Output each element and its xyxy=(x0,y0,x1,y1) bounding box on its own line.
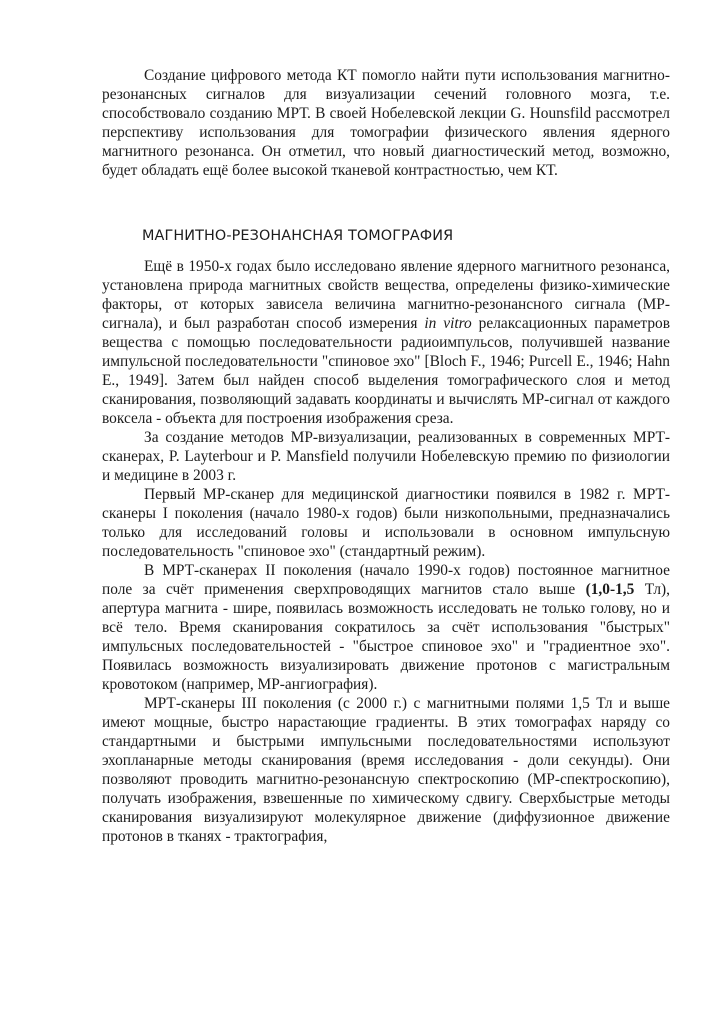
section-heading: МАГНИТНО-РЕЗОНАНСНАЯ ТОМОГРАФИЯ xyxy=(142,228,454,244)
paragraph-history xyxy=(102,257,670,428)
paragraph-history-text-end: релаксационных параметров вещества с помощью последовательности радиоимпульсов, получившей название импульсной последовательности "спиновое эхо" [Bloch F., 1946; Purcell E., 1946; Hahn E., 1949]. Затем был найден способ выделения томографического слоя и метод сканирования, позволяющий задавать координаты и вычислять МР-сигнал от каждого воксела - объекта для построения изображения среза. xyxy=(102,315,670,427)
paragraph-first-generation: Первый МР-сканер для медицинской диагностики появился в 1982 г. МРТ-сканеры I поколения (начало 1980-х годов) были низкопольными, предназначались только для исследований головы и использовали в основном импульсную последовательность "спиновое эхо" (стандартный режим). xyxy=(102,486,670,560)
paragraph-second-generation xyxy=(102,561,670,694)
paragraph-second-generation-text-start: В МРТ-сканерах II поколения (начало 1990-х годов) постоянное магнитное поле за счёт применения сверхпроводящих магнитов стало выше xyxy=(102,562,670,598)
intro-paragraph: Создание цифрового метода КТ помогло найти пути использования магнитно-резонансных сигналов для визуализации сечений головного мозга, т.е. способствовало созданию МРТ. В своей Нобелевской лекции G. Hounsfild рассмотрел перспективу использования для томографии физического явления ядерного магнитного резонанса. Он отметил, что новый диагностический метод, возможно, будет обладать ещё более высокой тканевой контрастностью, чем КТ. xyxy=(102,67,670,179)
paragraph-second-generation-text-end: Тл), апертура магнита - шире, появилась возможность исследовать не только голову, но и всё тело. Время сканирования сократилось за счёт использования "быстрых" импульсных последовательностей - "быстрое спиновое эхо" и "градиентное эхо". Появилась возможность визуализировать движение протонов с магистральным кровотоком (например, МР-ангиография). xyxy=(102,581,670,693)
field-strength-value: (1,0-1,5 xyxy=(585,581,635,598)
paragraph-third-generation: МРТ-сканеры III поколения (с 2000 г.) с магнитными полями 1,5 Тл и выше имеют мощные, быстро нарастающие градиенты. В этих томографах наряду со стандартными и быстрыми импульсными последовательностями используют эхопланарные методы сканирования (время исследования - доли секунды). Они позволяют проводить магнитно-резонансную спектроскопию (МР-спектроскопию), получать изображения, взвешенные по химическому сдвигу. Сверхбыстрые методы сканирования визуализируют молекулярное движение (диффузионное движение протонов в тканях - трактография, xyxy=(102,695,670,845)
document-page xyxy=(102,66,670,846)
paragraph-nobel: За создание методов МР-визуализации, реализованных в современных МРТ-сканерах, P. Layterbour и P. Mansfield получили Нобелевскую премию по физиологии и медицине в 2003 г. xyxy=(102,429,670,484)
paragraph-history-text-start: Ещё в 1950-х годах было исследовано явление ядерного магнитного резонанса, установлена природа магнитных свойств вещества, определены физико-химические факторы, от которых зависела величина магнитно-резонансного сигнала (МР-сигнала), и был разработан способ измерения xyxy=(102,258,670,332)
in-vitro-term: in vitro xyxy=(424,315,472,332)
